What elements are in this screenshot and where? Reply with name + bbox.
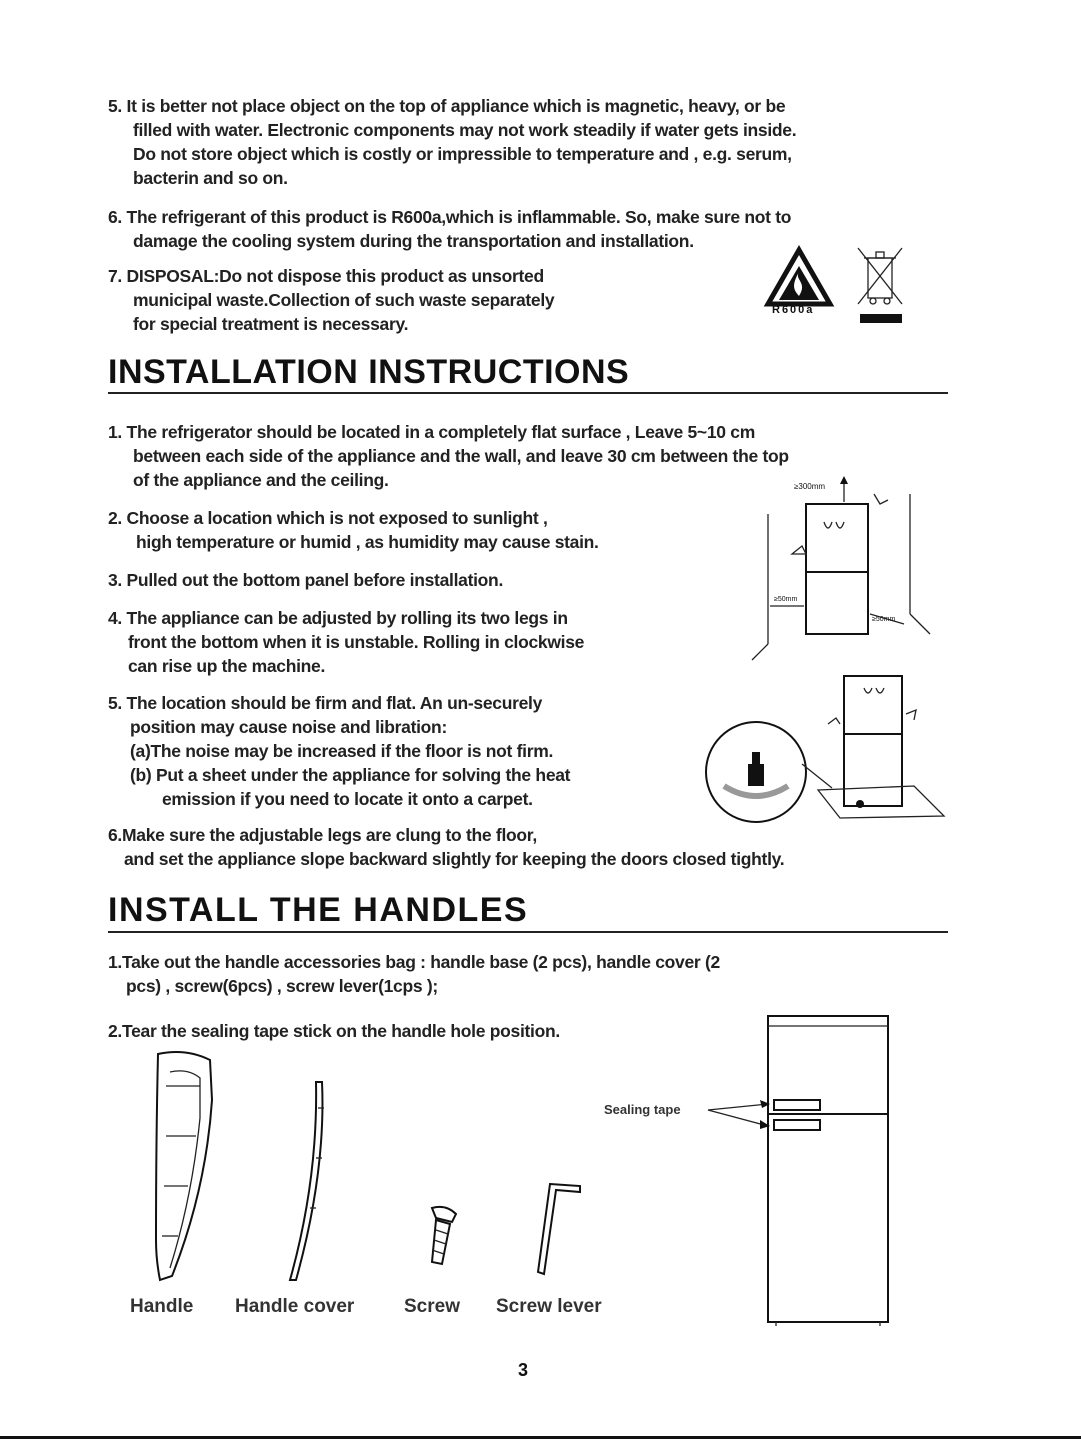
text-line: of the appliance and the ceiling. <box>133 470 389 490</box>
handles-item-1 <box>108 950 720 998</box>
text-line: 1. The refrigerator should be located in a completely flat surface , Leave 5~10 cm <box>108 422 755 442</box>
screw-drawing <box>418 1204 462 1270</box>
text-line: (b) Put a sheet under the appliance for solving the heat <box>130 765 571 785</box>
handle-cover-label: Handle cover <box>235 1296 355 1317</box>
text-line: damage the cooling system during the transportation and installation. <box>133 231 694 251</box>
text-line: pcs) , screw(6pcs) , screw lever(1cps ); <box>126 976 438 996</box>
text-line: 5. It is better not place object on the top of appliance which is magnetic, heavy, or be <box>108 96 786 116</box>
text-line: filled with water. Electronic components may not work steadily if water gets inside. <box>133 120 797 140</box>
text-line: Do not store object which is costly or impressible to temperature and , e.g. serum, <box>133 144 792 164</box>
text-line: 4. The appliance can be adjusted by rolling its two legs in <box>108 608 568 628</box>
screw-lever-drawing <box>530 1178 590 1278</box>
top-clearance-label: ≥300mm <box>794 482 826 491</box>
safety-item-6 <box>108 205 791 253</box>
text-line: 7. DISPOSAL:Do not dispose this product as unsorted <box>108 266 544 286</box>
sealing-tape-label: Sealing tape <box>604 1102 681 1117</box>
install-item-1 <box>108 420 789 492</box>
handle-drawing <box>140 1046 220 1286</box>
clearance-illustration <box>744 474 934 664</box>
text-line: (a)The noise may be increased if the floor is not firm. <box>130 741 554 761</box>
screw-label: Screw <box>404 1296 460 1317</box>
install-item-4 <box>108 606 584 678</box>
text-line: 6. The refrigerant of this product is R600a,which is inflammable. So, make sure not to <box>108 207 792 227</box>
text-line: 2. Choose a location which is not exposed to sunlight , <box>108 508 548 528</box>
installation-heading: INSTALLATION INSTRUCTIONS <box>108 353 630 391</box>
heading-divider <box>108 392 948 394</box>
install-item-2 <box>108 506 599 554</box>
bottom-border <box>0 1436 1081 1439</box>
text-line: 5. The location should be firm and flat. An un-securely <box>108 693 543 713</box>
r600a-label: R600a <box>772 304 815 316</box>
text-line: front the bottom when it is unstable. Rolling in clockwise <box>128 632 585 652</box>
handles-heading: INSTALL THE HANDLES <box>108 891 529 929</box>
safety-item-7 <box>108 264 554 336</box>
text-line: and set the appliance slope backward slightly for keeping the doors closed tightly. <box>124 849 785 869</box>
refrigerator-drawing <box>600 1008 900 1328</box>
handles-item-2 <box>108 1019 560 1043</box>
page-number: 3 <box>518 1360 529 1380</box>
text-line: 3. Pulled out the bottom panel before installation. <box>108 570 504 590</box>
text-line: 6.Make sure the adjustable legs are clung to the floor, <box>108 825 537 845</box>
safety-item-5 <box>108 94 796 190</box>
flammable-warning-icon <box>764 246 834 322</box>
install-item-3 <box>108 568 503 592</box>
text-line: bacterin and so on. <box>133 168 288 188</box>
text-line: emission if you need to locate it onto a carpet. <box>162 789 533 809</box>
heading-divider <box>108 931 948 933</box>
install-item-6 <box>108 823 784 871</box>
text-line: 1.Take out the handle accessories bag : handle base (2 pcs), handle cover (2 <box>108 952 720 972</box>
side-clearance-label: ≥50mm <box>774 596 798 603</box>
rear-clearance-label: ≥50mm <box>872 616 896 623</box>
text-line: position may cause noise and libration: <box>130 717 447 737</box>
text-line: for special treatment is necessary. <box>133 314 409 334</box>
leveling-feet-illustration <box>700 668 950 828</box>
text-line: between each side of the appliance and the wall, and leave 30 cm between the top <box>133 446 789 466</box>
text-line: can rise up the machine. <box>128 656 326 676</box>
install-item-5 <box>108 691 570 811</box>
handle-label: Handle <box>130 1296 194 1317</box>
crossed-bin-icon <box>850 244 910 326</box>
text-line: high temperature or humid , as humidity may cause stain. <box>136 532 599 552</box>
text-line: 2.Tear the sealing tape stick on the handle hole position. <box>108 1021 560 1041</box>
screw-lever-label: Screw lever <box>496 1296 602 1317</box>
text-line: municipal waste.Collection of such waste separately <box>133 290 555 310</box>
handle-cover-drawing <box>282 1078 332 1284</box>
